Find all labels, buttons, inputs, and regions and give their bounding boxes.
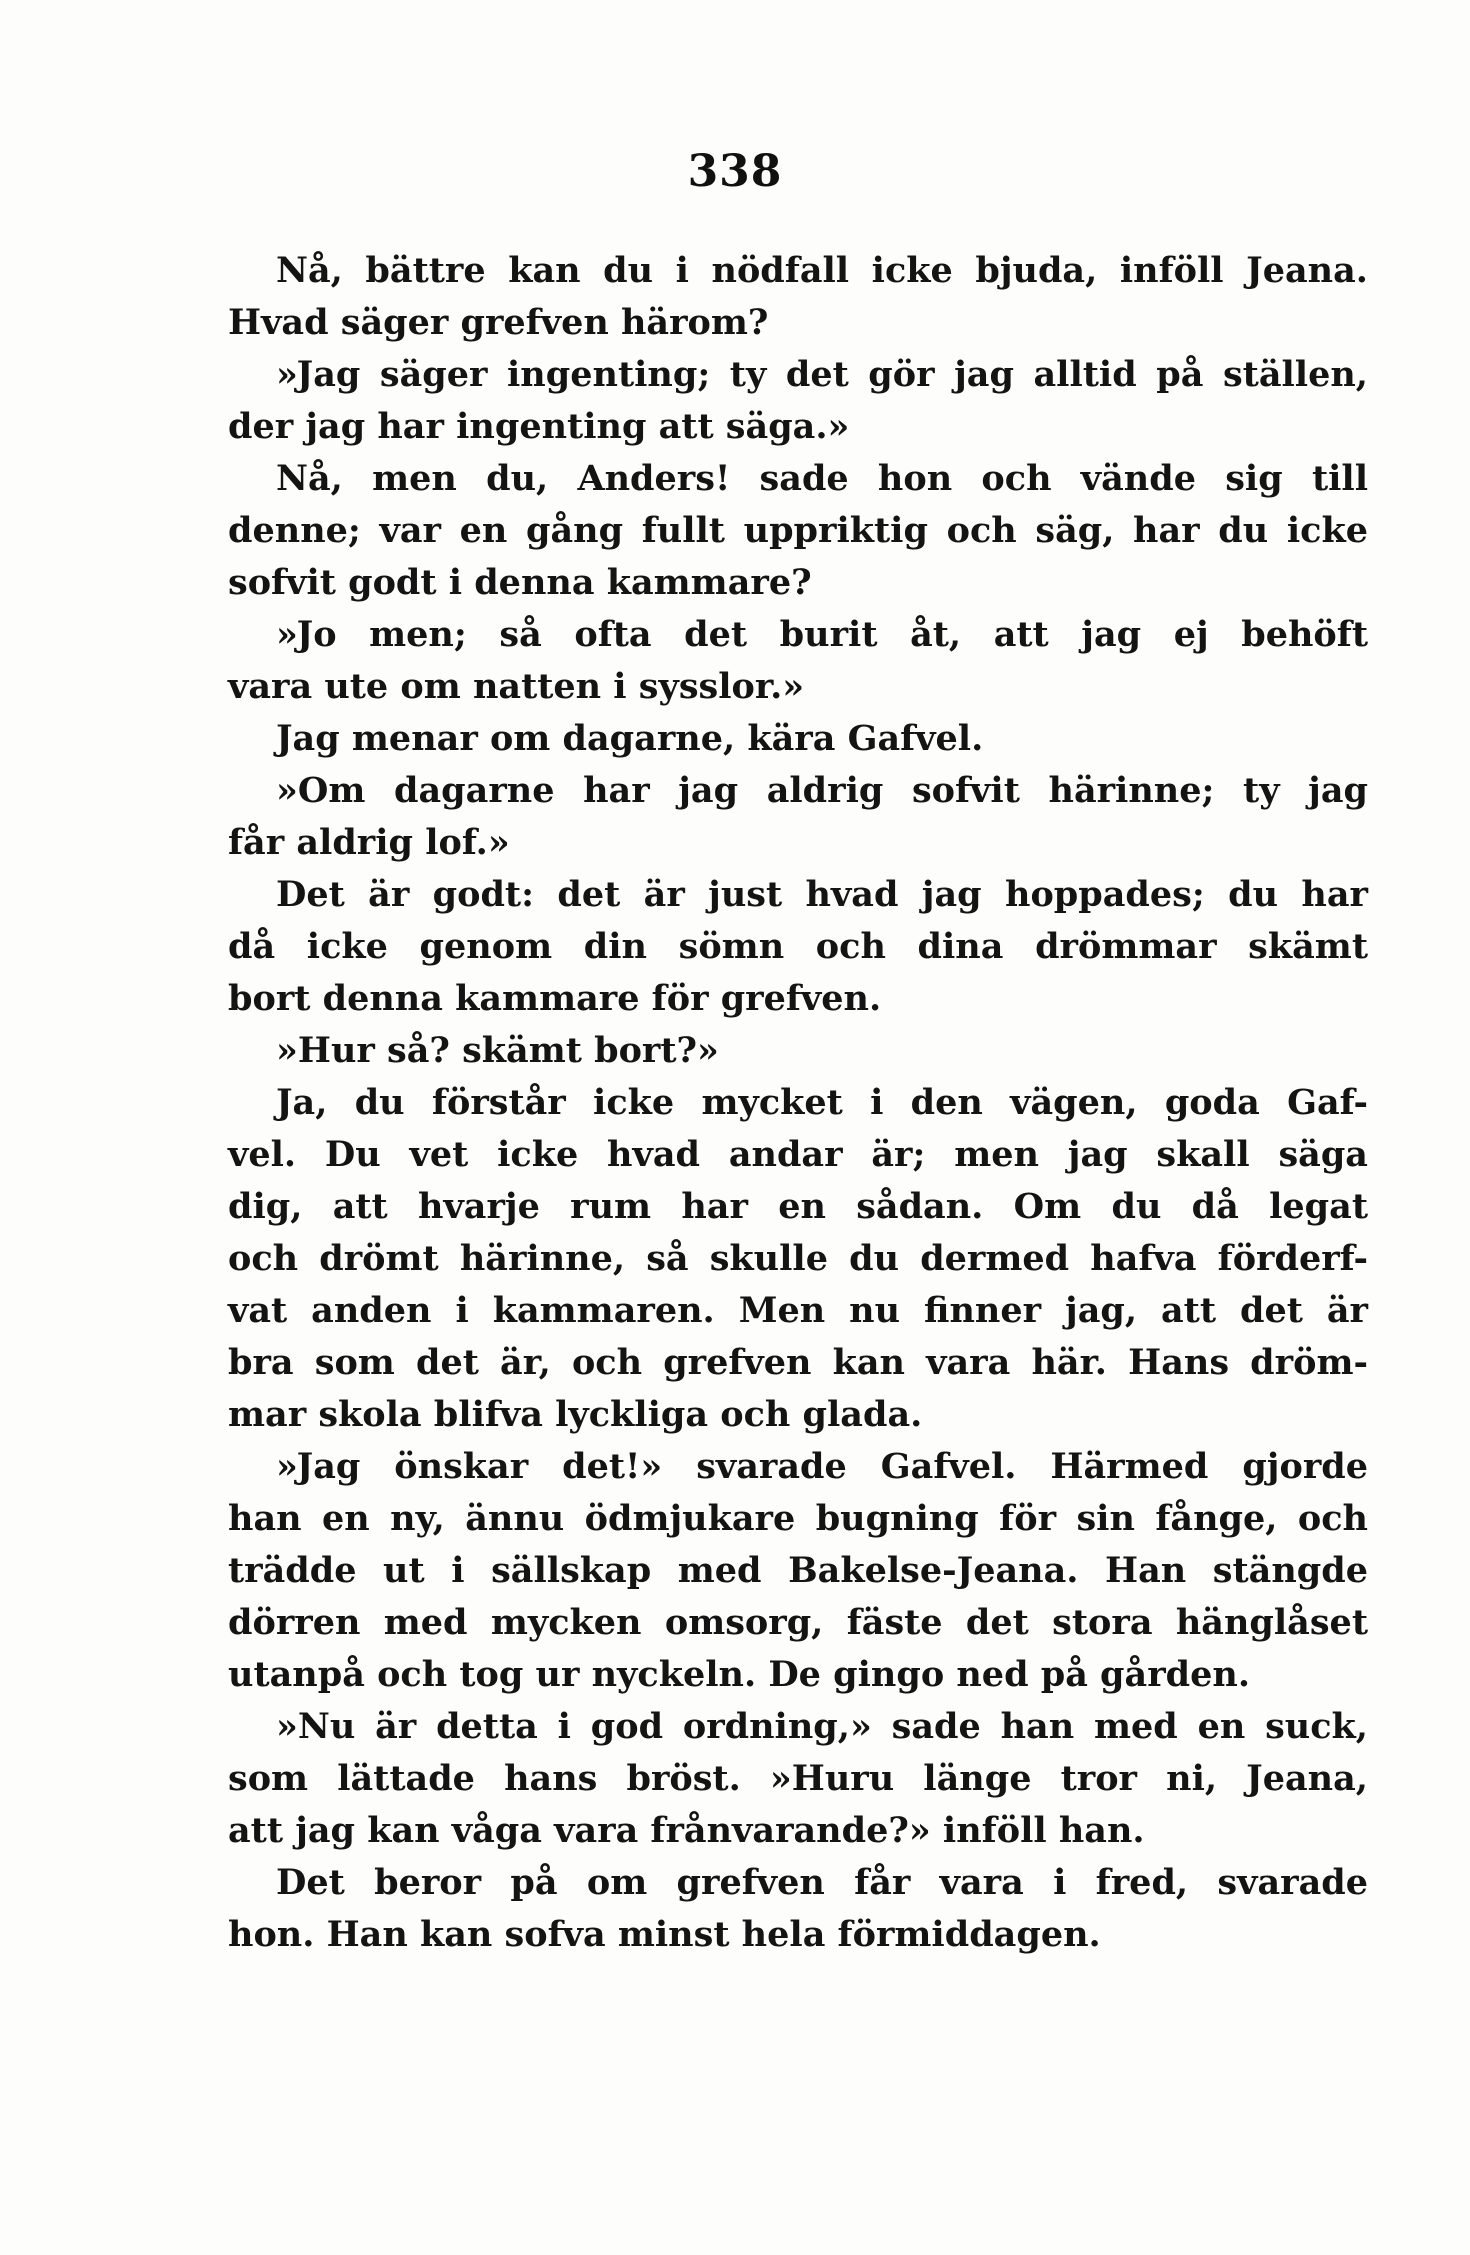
text-line: vat anden i kammaren. Men nu finner jag, att det är: [228, 1290, 1368, 1331]
page-number: 338: [687, 146, 783, 197]
text-line: vel. Du vet icke hvad andar är; men jag skall säga: [228, 1134, 1368, 1175]
text-line: att jag kan våga vara frånvarande?» inföll han.: [228, 1810, 1145, 1851]
text-line: trädde ut i sällskap med Bakelse-Jeana. Han stängde: [228, 1550, 1368, 1591]
text-line: bra som det är, och grefven kan vara här. Hans dröm-: [228, 1342, 1368, 1383]
body-text: [228, 245, 1368, 1961]
text-line: Nå, men du, Anders! sade hon och vände sig till: [276, 458, 1368, 499]
text-line: »Jag önskar det!» svarade Gafvel. Härmed gjorde: [276, 1446, 1368, 1487]
text-line: Det är godt: det är just hvad jag hoppades; du har: [276, 874, 1368, 915]
text-line: »Jag säger ingenting; ty det gör jag alltid på ställen,: [276, 354, 1368, 395]
text-line: Ja, du förstår icke mycket i den vägen, goda Gaf-: [276, 1082, 1368, 1123]
text-line: han en ny, ännu ödmjukare bugning för sin fånge, och: [228, 1498, 1368, 1539]
text-line: Det beror på om grefven får vara i fred, svarade: [276, 1862, 1368, 1903]
text-line: »Hur så? skämt bort?»: [276, 1030, 719, 1071]
text-line: dörren med mycken omsorg, fäste det stora hänglåset: [228, 1602, 1368, 1643]
text-line: »Om dagarne har jag aldrig sofvit härinne; ty jag: [276, 770, 1368, 811]
text-line: Nå, bättre kan du i nödfall icke bjuda, inföll Jeana.: [276, 250, 1368, 291]
text-line: utanpå och tog ur nyckeln. De gingo ned på gården.: [228, 1654, 1251, 1695]
text-line: Jag menar om dagarne, kära Gafvel.: [276, 718, 984, 759]
text-line: då icke genom din sömn och dina drömmar skämt: [228, 926, 1368, 967]
text-line: sofvit godt i denna kammare?: [228, 562, 812, 603]
text-line: bort denna kammare för grefven.: [228, 978, 882, 1019]
text-line: mar skola blifva lyckliga och glada.: [228, 1394, 923, 1435]
text-line: och drömt härinne, så skulle du dermed hafva förderf-: [228, 1238, 1368, 1279]
text-line: som lättade hans bröst. »Huru länge tror ni, Jeana,: [228, 1758, 1368, 1799]
text-line: vara ute om natten i sysslor.»: [228, 666, 805, 707]
text-line: »Nu är detta i god ordning,» sade han med en suck,: [276, 1706, 1368, 1747]
text-line: Hvad säger grefven härom?: [228, 302, 769, 343]
text-line: dig, att hvarje rum har en sådan. Om du då legat: [228, 1186, 1368, 1227]
text-line: »Jo men; så ofta det burit åt, att jag ej behöft: [276, 614, 1368, 655]
text-line: hon. Han kan sofva minst hela förmiddagen.: [228, 1914, 1101, 1955]
text-line: denne; var en gång fullt uppriktig och säg, har du icke: [228, 510, 1368, 551]
text-line: der jag har ingenting att säga.»: [228, 406, 850, 447]
text-line: får aldrig lof.»: [228, 822, 510, 863]
